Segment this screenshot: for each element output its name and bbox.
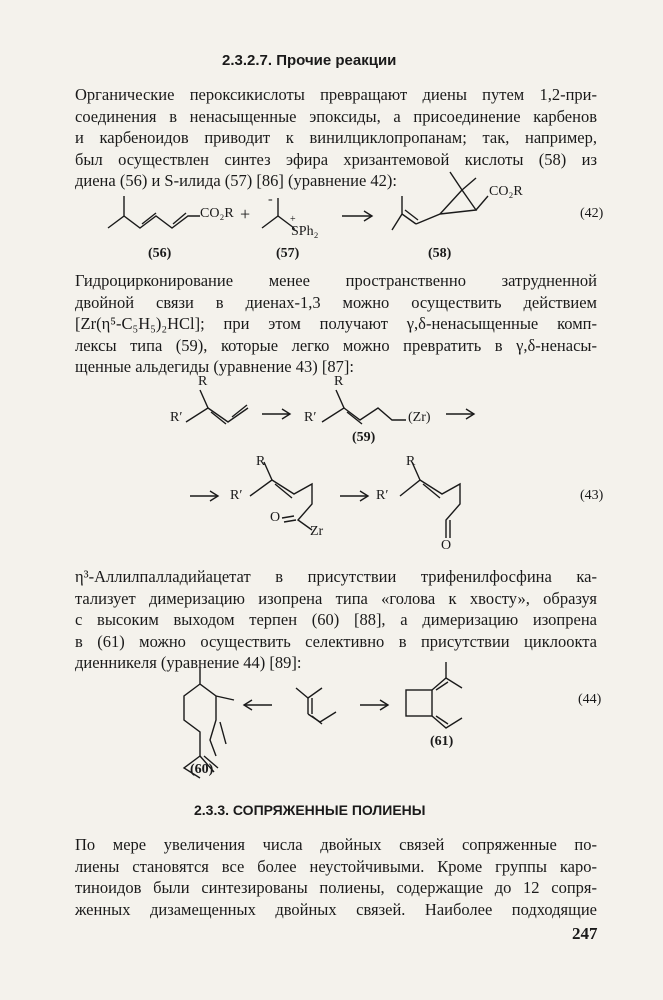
text-line: Гидроцирконирование менее пространственно затрудненной [75, 271, 597, 290]
reaction-arrow [244, 700, 272, 710]
zr-label: Zr [310, 524, 324, 539]
text-line: [Zr(η⁵-C₅H₅)₂HCl]; при этом получают γ,δ-ненасыщенные комп- [75, 314, 597, 334]
compound-label-61: (61) [430, 734, 454, 749]
text-line: в (61) можно осуществить селективно в присутствии циклоокта [75, 631, 597, 651]
r-prime-label: R′ [376, 488, 389, 503]
co2r-label: CO₂R [200, 206, 234, 221]
reaction-arrow [262, 409, 290, 419]
text-line: Органические пероксикислоты превращают диены путем 1,2-при- [75, 85, 597, 104]
r-label: R [256, 454, 266, 469]
text-line: с высоким выходом терпен (60) [88], а димеризацию изопрена [75, 610, 597, 630]
reaction-arrow [342, 211, 372, 221]
paragraph-2 [75, 270, 597, 378]
text-line: был осуществлен синтез эфира хризантемовой кислоты (58) из [75, 149, 597, 169]
text-line: соединения в ненасыщенные эпоксиды, а присоединение карбенов [75, 106, 597, 126]
sph2-label: SPh₂ [291, 224, 319, 239]
plus-sign: + [240, 204, 251, 224]
reaction-arrow [340, 491, 368, 501]
r-label: R [198, 374, 208, 389]
equation-number: (44) [578, 692, 602, 707]
reaction-arrow [360, 700, 388, 710]
text-line: По мере увеличения числа двойных связей сопряженные по- [75, 835, 597, 854]
compound-label-57: (57) [276, 246, 300, 261]
text-line: тализует димеризацию изопрена типа «голова к хвосту», образуя [75, 588, 597, 608]
text-line: диена (56) и S-илида (57) [86] (уравнение 42): [75, 171, 397, 191]
zr-group-label: (Zr) [408, 410, 431, 425]
paragraph-3 [75, 566, 597, 674]
reaction-arrow [190, 491, 218, 501]
text-line: тиноидов были синтезированы полиены, содержащие до 12 сопря- [75, 878, 597, 898]
text-line: женных дизамещенных двойных связей. Наиболее подходящие [75, 899, 597, 919]
r-prime-label: R′ [170, 410, 183, 425]
text-line: двойной связи в диенах-1,3 можно осуществить действием [75, 292, 597, 312]
co2r-label: CO₂R [489, 184, 523, 199]
diene-r-structure [186, 390, 248, 424]
paragraph-4 [75, 834, 597, 920]
r-label: R [334, 374, 344, 389]
section-heading: 2.3.3. СОПРЯЖЕННЫЕ ПОЛИЕНЫ [194, 802, 426, 818]
oxygen-label: O [441, 538, 452, 553]
diene-56-structure [108, 196, 200, 228]
r-label: R [406, 454, 416, 469]
equation-number: (42) [580, 206, 604, 221]
acyl-zirconium-structure [250, 462, 312, 530]
text-line: лексы типа (59), которые легко можно превратить в γ,δ-ненасы- [75, 335, 597, 355]
compound-label-58: (58) [428, 246, 452, 261]
equation-number: (43) [580, 488, 604, 503]
unsaturated-aldehyde-structure [400, 462, 460, 538]
isoprene-structure [296, 688, 336, 724]
reaction-arrow [446, 409, 474, 419]
zirconium-complex-59-structure [322, 390, 406, 424]
compound-label-59: (59) [352, 430, 376, 445]
compound-label-60: (60) [190, 762, 214, 777]
oxygen-label: O [270, 510, 281, 525]
text-line: и карбеноидов приводит к винилциклопропанам; так, например, [75, 128, 597, 148]
compound-label-56: (56) [148, 246, 172, 261]
plus-charge: + [290, 214, 296, 225]
text-line: η³-Аллилпалладийацетат в присутствии трифенилфосфина ка- [75, 567, 597, 586]
minus-charge: - [268, 192, 273, 207]
r-prime-label: R′ [304, 410, 317, 425]
section-heading: 2.3.2.7. Прочие реакции [222, 52, 397, 69]
text-line: диенникеля (уравнение 44) [89]: [75, 653, 302, 673]
text-line: лиены становятся все более неустойчивыми. Кроме группы каро- [75, 856, 597, 876]
r-prime-label: R′ [230, 488, 243, 503]
text-line: щенные альдегиды (уравнение 43) [87]: [75, 357, 354, 377]
chrysanthemate-58-structure [392, 172, 488, 230]
page-number: 247 [572, 924, 598, 943]
